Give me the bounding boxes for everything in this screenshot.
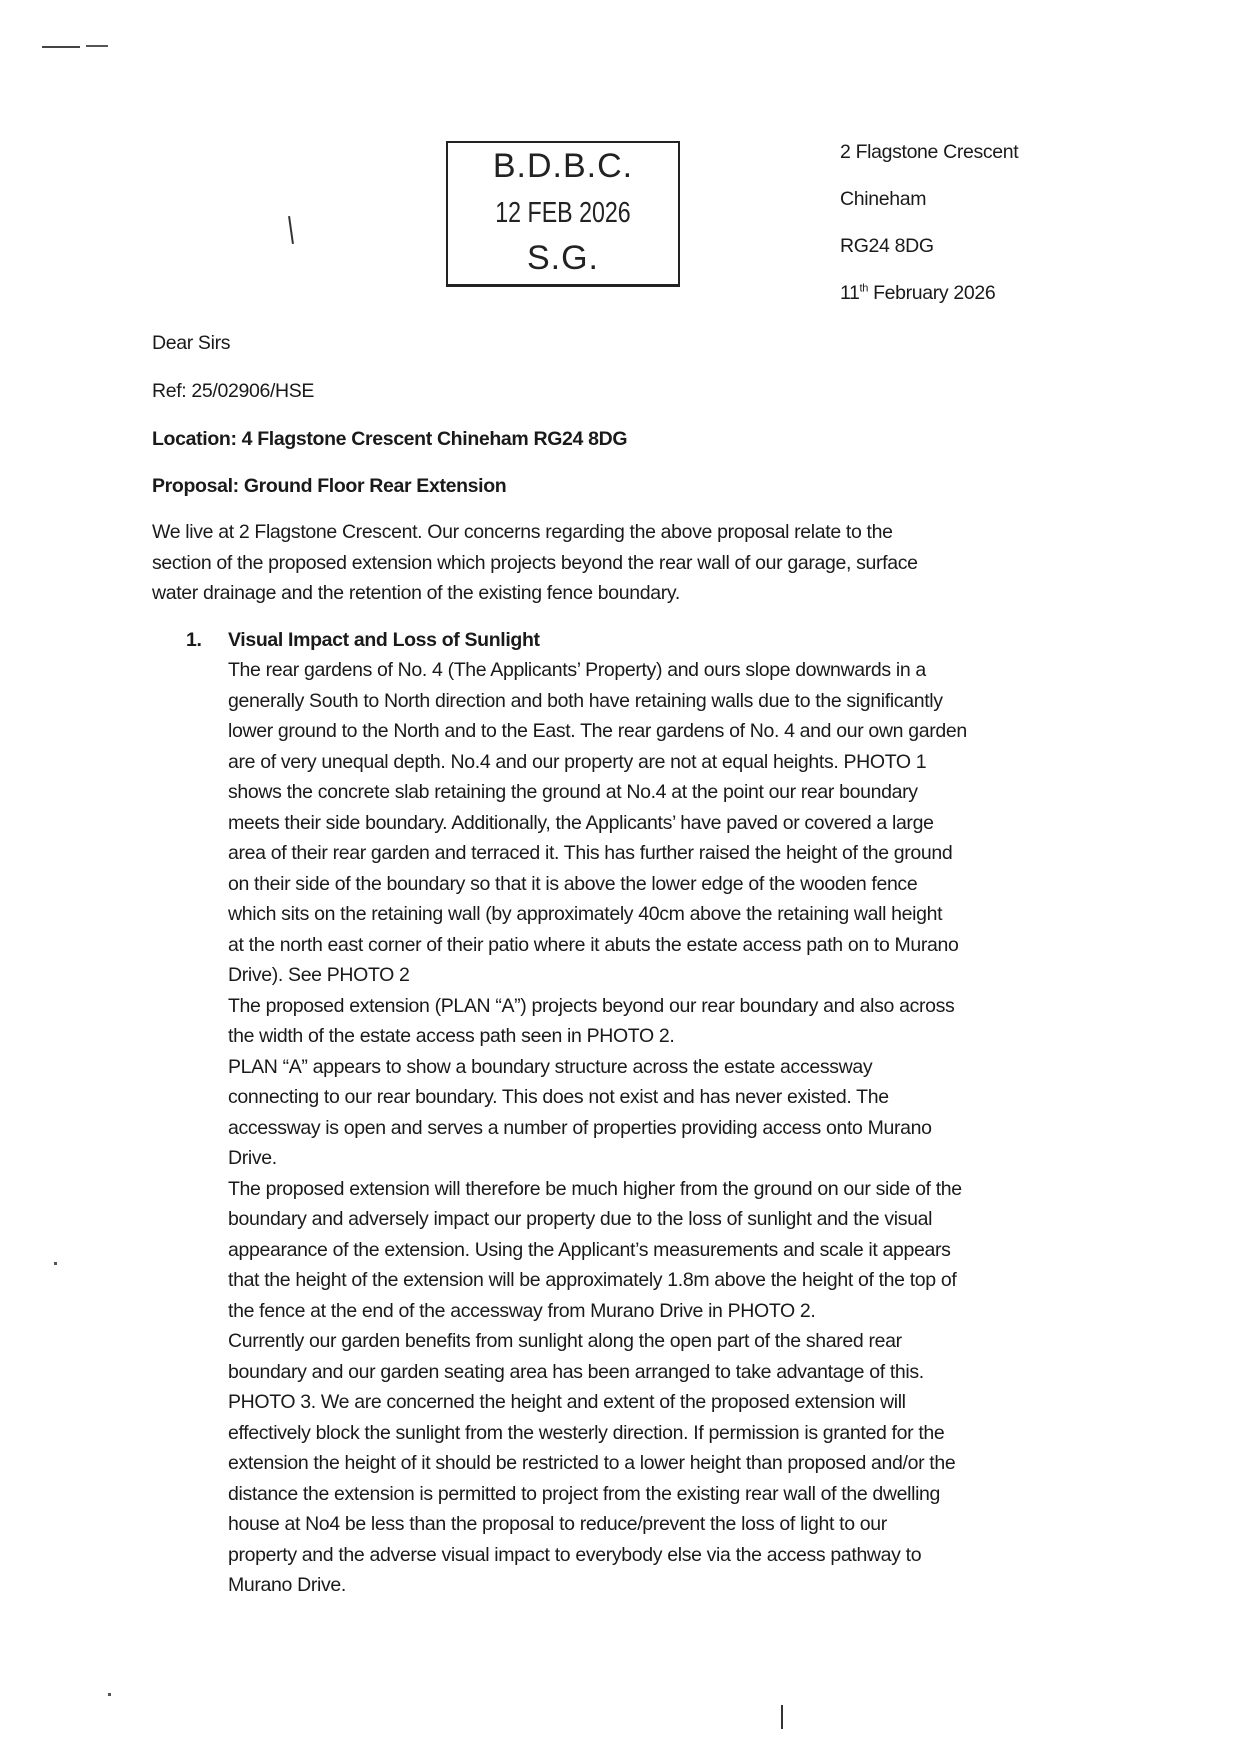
text-line: The proposed extension (PLAN “A”) projects beyond our rear boundary and also across [228, 994, 955, 1017]
text-line: section of the proposed extension which projects beyond the rear wall of our garage, surface [152, 551, 918, 574]
text-line: effectively block the sunlight from the westerly direction. If permission is granted for the [228, 1421, 945, 1444]
date-rest: February 2026 [868, 282, 996, 304]
received-stamp [446, 141, 680, 287]
reference: Ref: 25/02906/HSE [152, 380, 315, 402]
text-line: water drainage and the retention of the existing fence boundary. [152, 582, 680, 604]
text-line: PHOTO 3. We are concerned the height and extent of the proposed extension will [228, 1391, 906, 1413]
text-line: shows the concrete slab retaining the ground at No.4 at the point our rear boundary [228, 781, 918, 803]
intro-paragraph [152, 517, 918, 609]
text-line: Murano Drive. [228, 1574, 346, 1596]
date-day: 11 [840, 282, 860, 304]
text-line: lower ground to the North and to the East. The rear gardens of No. 4 and our own garden [228, 720, 967, 742]
text-line: The proposed extension will therefore be much higher from the ground on our side of the [228, 1177, 962, 1200]
section-body [228, 655, 967, 1601]
proposal-heading: Proposal: Ground Floor Rear Extension [152, 475, 507, 497]
letter-date [840, 278, 1018, 309]
scan-mark [108, 1693, 111, 1696]
text-line: The rear gardens of No. 4 (The Applicants’ Property) and ours slope downwards in a [228, 659, 926, 681]
text-line: which sits on the retaining wall (by approximately 40cm above the retaining wall height [228, 903, 943, 925]
text-line: distance the extension is permitted to project from the existing rear wall of the dwelling [228, 1482, 941, 1505]
scan-mark [781, 1705, 783, 1729]
text-line: PLAN “A” appears to show a boundary structure across the estate accessway [228, 1055, 873, 1078]
stamp-org: B.D.B.C. [492, 147, 634, 185]
text-line: area of their rear garden and terraced it. This has further raised the height of the ground [228, 842, 953, 864]
text-line: appearance of the extension. Using the Applicant’s measurements and scale it appears [228, 1238, 951, 1261]
text-line: boundary and adversely impact our property due to the loss of sunlight and the visual [228, 1208, 933, 1230]
salutation: Dear Sirs [152, 332, 231, 354]
text-line: that the height of the extension will be approximately 1.8m above the height of the top of [228, 1269, 957, 1291]
text-line: at the north east corner of their patio where it abuts the estate access path on to Murano [228, 933, 959, 956]
text-line: the width of the estate access path seen in PHOTO 2. [228, 1025, 675, 1047]
location-heading: Location: 4 Flagstone Crescent Chineham RG24 8DG [152, 428, 628, 450]
text-line: boundary and our garden seating area has been arranged to take advantage of this. [228, 1360, 924, 1383]
scan-mark [86, 45, 108, 47]
section-number: 1. [186, 629, 202, 651]
text-line: generally South to North direction and both have retaining walls due to the significantly [228, 689, 943, 712]
text-line: meets their side boundary. Additionally, the Applicants’ have paved or covered a large [228, 811, 934, 834]
text-line: property and the adverse visual impact to everybody else via the access pathway to [228, 1543, 922, 1566]
text-line: Drive). See PHOTO 2 [228, 964, 410, 986]
address-line: 2 Flagstone Crescent [840, 141, 1019, 163]
text-line: accessway is open and serves a number of properties providing access onto Murano [228, 1116, 932, 1139]
scan-mark [54, 1262, 57, 1265]
text-line: connecting to our rear boundary. This does not exist and has never existed. The [228, 1086, 889, 1108]
text-line: house at No4 be less than the proposal to reduce/prevent the loss of light to our [228, 1513, 887, 1535]
text-line: the fence at the end of the accessway from Murano Drive in PHOTO 2. [228, 1299, 816, 1322]
address-line: Chineham [840, 188, 927, 210]
address-line: RG24 8DG [840, 235, 934, 257]
text-line: Drive. [228, 1147, 277, 1169]
scan-mark [42, 46, 80, 48]
text-line: on their side of the boundary so that it is above the lower edge of the wooden fence [228, 872, 918, 895]
text-line: extension the height of it should be restricted to a lower height than proposed and/or the [228, 1452, 956, 1474]
scan-mark [288, 216, 294, 244]
sender-address [840, 137, 1018, 309]
text-line: Currently our garden benefits from sunlight along the open part of the shared rear [228, 1330, 902, 1352]
stamp-initials: S.G. [526, 239, 600, 277]
stamp-date: 12 FEB 2026 [495, 197, 631, 229]
text-line: We live at 2 Flagstone Crescent. Our concerns regarding the above proposal relate to the [152, 521, 893, 543]
section-heading: Visual Impact and Loss of Sunlight [228, 629, 540, 651]
date-suffix: th [859, 282, 869, 295]
text-line: are of very unequal depth. No.4 and our property are not at equal heights. PHOTO 1 [228, 750, 927, 773]
